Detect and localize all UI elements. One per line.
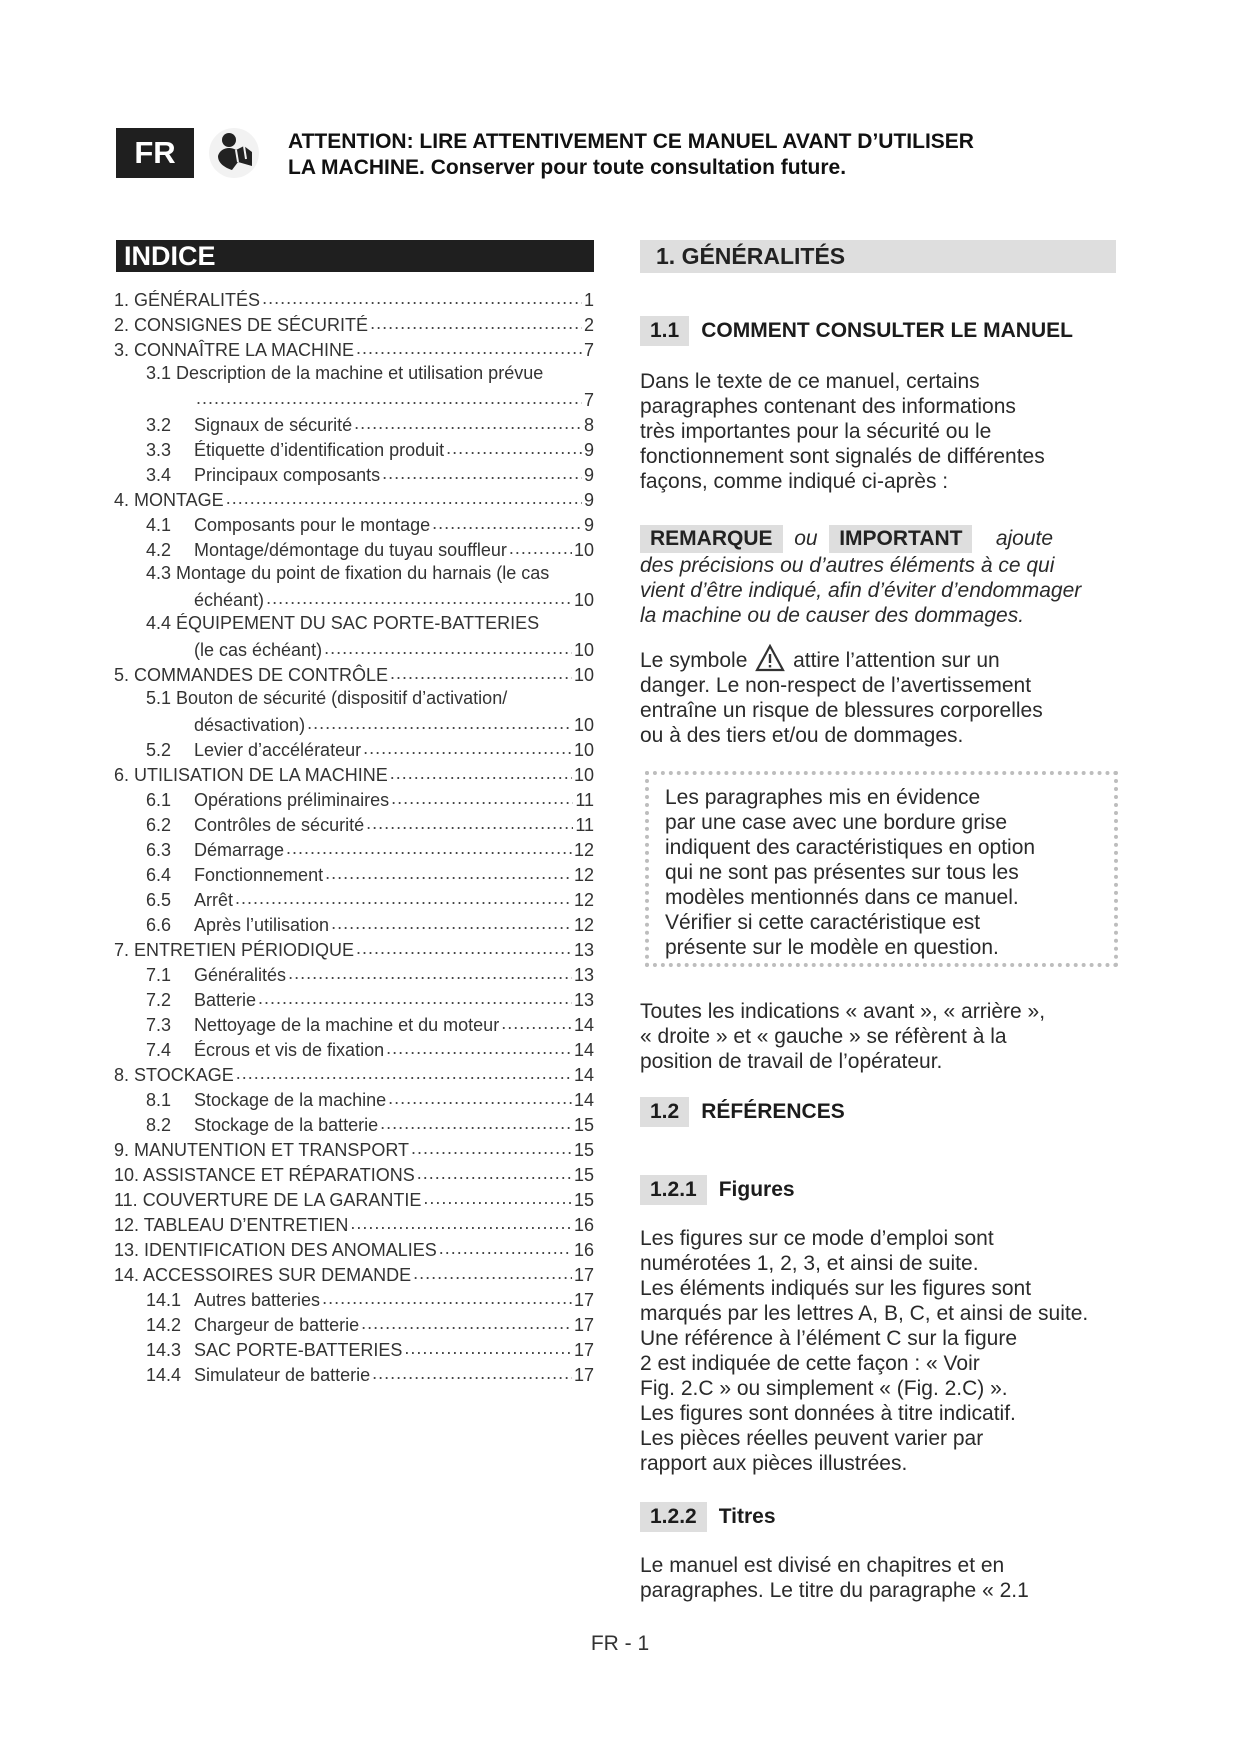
toc-entry: [114, 313, 594, 338]
text-line: la machine ou de causer des dommages.: [640, 604, 1025, 627]
toc-entry-page: 14: [573, 1015, 594, 1035]
toc-dot-leader: [413, 1263, 572, 1281]
toc-entry: [114, 638, 594, 663]
toc-entry-label: Montage/démontage du tuyau souffleur: [194, 540, 507, 560]
ou-text: ou: [794, 527, 818, 550]
toc-entry: [114, 463, 594, 488]
toc-entry-page: 9: [583, 490, 594, 510]
text-line: Les figures sont données à titre indicatif.: [640, 1402, 1016, 1425]
toc-entry-number: 6.6: [146, 915, 172, 935]
toc-entry-number: 14.4: [146, 1365, 182, 1385]
text-line: Les paragraphes mis en évidence: [665, 786, 981, 809]
toc-entry-page: 9: [583, 440, 594, 460]
text-line: Dans le texte de ce manuel, certains: [640, 370, 980, 393]
toc-entry: [114, 1188, 594, 1213]
toc-dot-leader: [236, 1063, 572, 1081]
ajoute-text: ajoute: [995, 527, 1054, 550]
toc-entry-label: Après l’utilisation: [194, 915, 330, 935]
toc-entry: [114, 988, 594, 1013]
toc-entry: [114, 438, 594, 463]
toc-entry: [114, 738, 594, 763]
toc-entry-label: 10. ASSISTANCE ET RÉPARATIONS: [114, 1165, 415, 1185]
toc-entry: [114, 1213, 594, 1238]
toc-entry: [114, 338, 594, 363]
text-line: paragraphes. Le titre du paragraphe « 2.1: [640, 1579, 1029, 1602]
toc-entry-page: 14: [573, 1040, 594, 1060]
remarque-paragraph: [640, 525, 1160, 628]
text-line: position de travail de l’opérateur.: [640, 1050, 943, 1073]
toc-entry-label: Stockage de la batterie: [194, 1115, 379, 1135]
text-line: Les figures sur ce mode d’emploi sont: [640, 1227, 994, 1250]
toc-entry: [114, 963, 594, 988]
toc-entry-page: 17: [573, 1265, 594, 1285]
toc-dot-leader: [354, 413, 582, 431]
toc-entry-number: 14.1: [146, 1290, 182, 1310]
toc-entry-label: 8. STOCKAGE: [114, 1065, 234, 1085]
text-line: présente sur le modèle en question.: [665, 936, 999, 959]
toc-dot-leader: [258, 988, 572, 1006]
toc-dot-leader: [325, 863, 572, 881]
toc-entry-label: 7. ENTRETIEN PÉRIODIQUE: [114, 940, 355, 960]
toc-entry: [114, 1363, 594, 1388]
toc-entry-label: 13. IDENTIFICATION DES ANOMALIES: [114, 1240, 437, 1260]
text-line: entraîne un risque de blessures corporelles: [640, 699, 1043, 722]
toc-dot-leader: [350, 1213, 572, 1231]
section-1-2-title: RÉFÉRENCES: [701, 1100, 845, 1123]
toc-dot-leader: [366, 813, 573, 831]
toc-entry-label: 12. TABLEAU D’ENTRETIEN: [114, 1215, 349, 1235]
table-of-contents: [114, 288, 594, 1388]
toc-dot-leader: [509, 538, 572, 556]
toc-entry: [114, 688, 594, 713]
toc-dot-leader: [391, 788, 573, 806]
toc-entry-label: 4.3 Montage du point de fixation du harnais (le cas: [146, 563, 550, 583]
toc-entry-label: Contrôles de sécurité: [194, 815, 365, 835]
intro-paragraph: [640, 369, 1140, 494]
toc-entry-page: 9: [583, 515, 594, 535]
toc-entry-label: échéant): [194, 590, 265, 610]
toc-entry-number: 4.2: [146, 540, 172, 560]
toc-entry-page: 15: [573, 1115, 594, 1135]
toc-dot-leader: [372, 1363, 572, 1381]
section-1-1-number: 1.1: [640, 316, 689, 346]
toc-entry-number: 4.1: [146, 515, 172, 535]
toc-entry-page: 12: [573, 915, 594, 935]
toc-entry: [114, 1013, 594, 1038]
section-1-title: 1. GÉNÉRALITÉS: [640, 240, 1116, 273]
toc-dot-leader: [262, 288, 582, 306]
toc-dot-leader: [361, 1313, 572, 1331]
toc-entry-page: 1: [583, 290, 594, 310]
toc-entry-page: 15: [573, 1190, 594, 1210]
attention-line-1: ATTENTION: LIRE ATTENTIVEMENT CE MANUEL AVANT D’UTILISER: [288, 130, 974, 153]
toc-entry: [114, 888, 594, 913]
toc-entry-label: Arrêt: [194, 890, 234, 910]
toc-dot-leader: [356, 938, 572, 956]
toc-dot-leader: [370, 313, 582, 331]
index-title: INDICE: [116, 240, 594, 272]
text-line: paragraphes contenant des informations: [640, 395, 1016, 418]
toc-entry-page: 17: [573, 1365, 594, 1385]
toc-entry-page: 7: [583, 340, 594, 360]
toc-dot-leader: [331, 913, 572, 931]
text-line: par une case avec une bordure grise: [665, 811, 1008, 834]
toc-dot-leader: [388, 1088, 572, 1106]
important-label: IMPORTANT: [829, 525, 972, 553]
toc-dot-leader: [266, 588, 572, 606]
toc-entry-number: 3.2: [146, 415, 172, 435]
section-1-2-2-title: Titres: [718, 1505, 776, 1528]
toc-entry: [114, 1088, 594, 1113]
toc-dot-leader: [380, 1113, 572, 1131]
toc-entry-page: 14: [573, 1065, 594, 1085]
toc-entry-number: 6.5: [146, 890, 172, 910]
toc-entry-label: Signaux de sécurité: [194, 415, 353, 435]
toc-entry-label: Étiquette d’identification produit: [194, 440, 445, 460]
toc-entry: [114, 488, 594, 513]
toc-dot-leader: [196, 388, 582, 406]
toc-entry: [114, 788, 594, 813]
toc-entry: [114, 413, 594, 438]
toc-entry: [114, 1238, 594, 1263]
toc-entry-label: Batterie: [194, 990, 257, 1010]
toc-entry-page: 10: [573, 540, 594, 560]
toc-entry-page: 10: [573, 590, 594, 610]
attention-line-2: LA MACHINE. Conserver pour toute consultation future.: [288, 156, 847, 179]
toc-entry-label: 9. MANUTENTION ET TRANSPORT: [114, 1140, 410, 1160]
text-line: Le manuel est divisé en chapitres et en: [640, 1554, 1005, 1577]
toc-entry-page: 17: [573, 1315, 594, 1335]
text-line: très importantes pour la sécurité ou le: [640, 420, 992, 443]
toc-entry-number: 5.2: [146, 740, 172, 760]
toc-entry-label: 6. UTILISATION DE LA MACHINE: [114, 765, 388, 785]
danger-paragraph: [640, 644, 1140, 748]
toc-entry: [114, 1288, 594, 1313]
toc-entry: [114, 838, 594, 863]
toc-entry: [114, 663, 594, 688]
toc-entry-label: désactivation): [194, 715, 306, 735]
toc-dot-leader: [404, 1338, 572, 1356]
toc-entry-page: 10: [573, 765, 594, 785]
toc-entry-page: 13: [573, 990, 594, 1010]
toc-entry: [114, 938, 594, 963]
toc-entry: [114, 563, 594, 588]
toc-entry: [114, 1063, 594, 1088]
text-line: Une référence à l’élément C sur la figure: [640, 1327, 1018, 1350]
toc-entry-page: 2: [583, 315, 594, 335]
toc-dot-leader: [411, 1138, 572, 1156]
toc-entry-label: Autres batteries: [194, 1290, 321, 1310]
section-1-2-2-heading: [640, 1502, 776, 1532]
figures-paragraph: [640, 1226, 1160, 1476]
toc-entry-label: SAC PORTE-BATTERIES: [194, 1340, 403, 1360]
text-line: « droite » et « gauche » se réfèrent à la: [640, 1025, 1007, 1048]
text-line: qui ne sont pas présentes sur tous les: [665, 861, 1019, 884]
toc-entry: [114, 1138, 594, 1163]
toc-dot-leader: [235, 888, 572, 906]
text-line: fonctionnement sont signalés de différentes: [640, 445, 1045, 468]
toc-entry-number: 6.1: [146, 790, 172, 810]
toc-entry-page: 10: [573, 715, 594, 735]
toc-entry-number: 3.4: [146, 465, 172, 485]
toc-entry-label: Composants pour le montage: [194, 515, 431, 535]
toc-dot-leader: [390, 663, 572, 681]
toc-entry-label: 3. CONNAÎTRE LA MACHINE: [114, 340, 355, 360]
text-line: Les pièces réelles peuvent varier par: [640, 1427, 984, 1450]
toc-entry: [114, 713, 594, 738]
toc-dot-leader: [363, 738, 572, 756]
toc-dot-leader: [417, 1163, 572, 1181]
toc-entry-label: Écrous et vis de fixation: [194, 1040, 385, 1060]
toc-dot-leader: [322, 1288, 572, 1306]
section-1-2-1-number: 1.2.1: [640, 1175, 707, 1205]
text-line: rapport aux pièces illustrées.: [640, 1452, 908, 1475]
toc-entry-page: 14: [573, 1090, 594, 1110]
page-number: FR - 1: [590, 1632, 650, 1655]
toc-entry-page: 16: [573, 1240, 594, 1260]
toc-entry-label: Opérations préliminaires: [194, 790, 390, 810]
toc-entry-page: 12: [573, 890, 594, 910]
toc-entry: [114, 1263, 594, 1288]
toc-entry-label: 5.1 Bouton de sécurité (dispositif d’activation/: [146, 688, 508, 708]
toc-entry-number: 8.2: [146, 1115, 172, 1135]
toc-entry-number: 7.1: [146, 965, 172, 985]
toc-dot-leader: [432, 513, 582, 531]
optional-feature-box: [645, 771, 1118, 967]
toc-entry-number: 8.1: [146, 1090, 172, 1110]
section-1-1-title: COMMENT CONSULTER LE MANUEL: [701, 319, 1073, 342]
symbol-text: Le symbole: [640, 649, 748, 672]
toc-entry-label: Levier d’accélérateur: [194, 740, 362, 760]
toc-dot-leader: [390, 763, 572, 781]
toc-entry-label: Démarrage: [194, 840, 285, 860]
toc-dot-leader: [356, 338, 582, 356]
toc-entry-label: Simulateur de batterie: [194, 1365, 371, 1385]
text-line: des précisions ou d’autres éléments à ce qui: [640, 554, 1055, 577]
toc-entry-label: 11. COUVERTURE DE LA GARANTIE: [114, 1190, 422, 1210]
toc-entry-page: 13: [573, 940, 594, 960]
toc-dot-leader: [386, 1038, 572, 1056]
toc-entry-page: 17: [573, 1340, 594, 1360]
toc-dot-leader: [288, 963, 572, 981]
toc-entry-label: (le cas échéant): [194, 640, 323, 660]
toc-dot-leader: [226, 488, 582, 506]
toc-entry-page: 12: [573, 840, 594, 860]
toc-entry-label: Principaux composants: [194, 465, 381, 485]
toc-entry-page: 7: [583, 390, 594, 410]
toc-entry-label: Chargeur de batterie: [194, 1315, 360, 1335]
toc-entry: [114, 613, 594, 638]
toc-entry-page: 8: [583, 415, 594, 435]
toc-entry-page: 12: [573, 865, 594, 885]
toc-entry-label: 5. COMMANDES DE CONTRÔLE: [114, 665, 389, 685]
text-line: Les éléments indiqués sur les figures sont: [640, 1277, 1032, 1300]
toc-entry: [114, 813, 594, 838]
toc-entry: [114, 538, 594, 563]
toc-entry: [114, 1313, 594, 1338]
toc-entry-label: 3.1 Description de la machine et utilisation prévue: [146, 363, 544, 383]
toc-entry-number: 14.3: [146, 1340, 182, 1360]
toc-entry-page: 10: [573, 640, 594, 660]
toc-entry-number: 3.3: [146, 440, 172, 460]
toc-dot-leader: [446, 438, 582, 456]
toc-entry: [114, 388, 594, 413]
toc-entry-page: 10: [573, 740, 594, 760]
toc-entry: [114, 863, 594, 888]
text-line: indiquent des caractéristiques en option: [665, 836, 1036, 859]
toc-dot-leader: [423, 1188, 572, 1206]
toc-entry-label: 4. MONTAGE: [114, 490, 224, 510]
toc-entry-number: 6.2: [146, 815, 172, 835]
toc-entry-label: 1. GÉNÉRALITÉS: [114, 290, 261, 310]
toc-entry-label: Généralités: [194, 965, 287, 985]
toc-dot-leader: [501, 1013, 572, 1031]
toc-entry: [114, 1163, 594, 1188]
text-line: vient d’être indiqué, afin d’éviter d’endommager: [640, 579, 1082, 602]
text-line: Fig. 2.C » ou simplement « (Fig. 2.C) ».: [640, 1377, 1008, 1400]
toc-entry-page: 9: [583, 465, 594, 485]
section-1-2-1-title: Figures: [718, 1178, 795, 1201]
section-1-2-heading: [640, 1097, 845, 1127]
toc-entry-page: 17: [573, 1290, 594, 1310]
toc-dot-leader: [286, 838, 572, 856]
text-line: danger. Le non-respect de l’avertissement: [640, 674, 1032, 697]
toc-entry-label: Stockage de la machine: [194, 1090, 387, 1110]
toc-entry: [114, 1113, 594, 1138]
toc-entry-number: 7.4: [146, 1040, 172, 1060]
toc-entry-label: 2. CONSIGNES DE SÉCURITÉ: [114, 315, 369, 335]
toc-entry-page: 11: [575, 790, 594, 810]
toc-entry: [114, 588, 594, 613]
toc-entry-page: 13: [573, 965, 594, 985]
text-line: 2 est indiquée de cette façon : « Voir: [640, 1352, 980, 1375]
toc-entry: [114, 513, 594, 538]
toc-entry-page: 11: [575, 815, 594, 835]
text-line: marqués par les lettres A, B, C, et ainsi de suite.: [640, 1302, 1089, 1325]
attention-notice: [288, 129, 1088, 181]
toc-dot-leader: [439, 1238, 572, 1256]
toc-entry-number: 6.4: [146, 865, 172, 885]
titres-paragraph: [640, 1553, 1140, 1603]
toc-entry: [114, 1338, 594, 1363]
toc-entry-label: 14. ACCESSOIRES SUR DEMANDE: [114, 1265, 412, 1285]
toc-entry-page: 15: [573, 1165, 594, 1185]
toc-entry-page: 10: [573, 665, 594, 685]
toc-entry: [114, 913, 594, 938]
toc-entry: [114, 288, 594, 313]
toc-entry-page: 16: [573, 1215, 594, 1235]
section-1-2-number: 1.2: [640, 1097, 689, 1127]
text-line: Toutes les indications « avant », « arrière »,: [640, 1000, 1046, 1023]
toc-entry-label: Nettoyage de la machine et du moteur: [194, 1015, 500, 1035]
toc-entry-number: 7.3: [146, 1015, 172, 1035]
remarque-label: REMARQUE: [640, 525, 783, 553]
toc-entry-number: 14.2: [146, 1315, 182, 1335]
toc-entry: [114, 363, 594, 388]
section-1-1-heading: [640, 316, 1073, 346]
toc-entry: [114, 1038, 594, 1063]
toc-entry-label: Fonctionnement: [194, 865, 324, 885]
toc-entry-label: 4.4 ÉQUIPEMENT DU SAC PORTE-BATTERIES: [146, 613, 540, 633]
text-line: ou à des tiers et/ou de dommages.: [640, 724, 964, 747]
toc-entry: [114, 763, 594, 788]
language-badge: FR: [116, 128, 194, 178]
directions-paragraph: [640, 999, 1140, 1074]
section-1-2-2-number: 1.2.2: [640, 1502, 707, 1532]
text-line: modèles mentionnés dans ce manuel.: [665, 886, 1019, 909]
text-line: façons, comme indiqué ci-après :: [640, 470, 949, 493]
text-line: numérotées 1, 2, 3, et ainsi de suite.: [640, 1252, 979, 1275]
section-1-2-1-heading: [640, 1175, 795, 1205]
toc-entry-number: 7.2: [146, 990, 172, 1010]
attire-text: attire l’attention sur un: [793, 649, 1000, 672]
toc-dot-leader: [382, 463, 582, 481]
text-line: Vérifier si cette caractéristique est: [665, 911, 981, 934]
toc-dot-leader: [307, 713, 572, 731]
read-manual-icon: [208, 126, 260, 180]
toc-dot-leader: [324, 638, 572, 656]
warning-triangle-icon: [755, 644, 785, 672]
toc-entry-number: 6.3: [146, 840, 172, 860]
toc-entry-page: 15: [573, 1140, 594, 1160]
